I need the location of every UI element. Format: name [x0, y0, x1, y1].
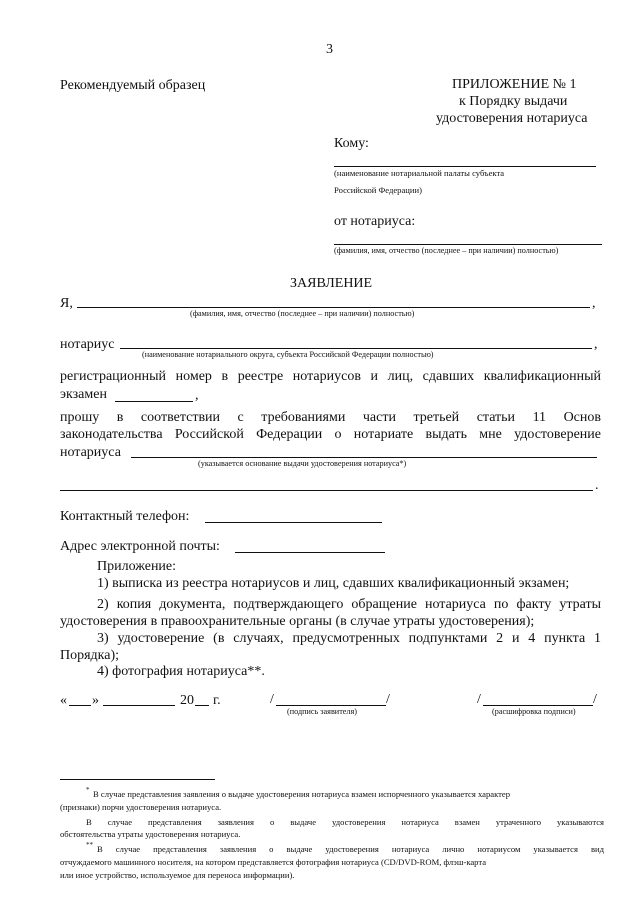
decoding-slash-right: / [593, 692, 597, 707]
to-hint-1: (наименование нотариальной палаты субъекта [334, 168, 505, 178]
footnote-1-line-2: (признаки) порчи удостоверения нотариуса. [60, 802, 222, 812]
footnote-2-line-1: В случае представления заявления о выдаче удостоверения нотариуса лично нотариусом указывается вид [97, 844, 604, 854]
date-year-field[interactable] [195, 705, 209, 706]
signature-hint: (подпись заявителя) [287, 707, 357, 716]
appendix-title: ПРИЛОЖЕНИЕ № 1 [452, 77, 577, 92]
footnote-1b-line-1: В случае представления заявления о выдаче удостоверения нотариуса взамен утраченного указываются [86, 817, 604, 827]
applicant-name-field[interactable] [77, 307, 590, 308]
comma: , [195, 388, 199, 403]
registration-text-line-2: экзамен [60, 387, 107, 402]
footnote-2-mark: ** [86, 841, 93, 849]
attachments-heading: Приложение: [97, 559, 177, 574]
date-day-field[interactable] [69, 705, 91, 706]
i-label: Я, [60, 296, 73, 311]
date-quote-open: « [60, 693, 67, 708]
decoding-hint: (расшифровка подписи) [492, 707, 576, 716]
footnote-separator [60, 779, 215, 780]
to-hint-2: Российской Федерации) [334, 185, 422, 195]
footnote-1-line-1: В случае представления заявления о выдаче удостоверения нотариуса взамен испорченного указывается характер [93, 789, 511, 799]
document-title: ЗАЯВЛЕНИЕ [290, 276, 373, 291]
signature-field[interactable] [276, 705, 386, 706]
period: . [595, 478, 599, 493]
attachment-item-4: 4) фотография нотариуса**. [97, 664, 265, 679]
page-number: 3 [326, 42, 333, 57]
appendix-subtitle-2: удостоверения нотариуса [436, 111, 588, 126]
email-field[interactable] [235, 552, 385, 553]
request-text-line-2: законодательства Российской Федерации о нотариате выдать мне удостоверение [60, 427, 601, 442]
footnote-1b-line-2: обстоятельства утраты удостоверения нотариуса. [60, 829, 241, 839]
notary-district-hint: (наименование нотариального округа, субъекта Российской Федерации полностью) [142, 350, 434, 359]
from-label: от нотариуса: [334, 214, 416, 229]
request-text-line-3: нотариуса [60, 445, 121, 460]
footnote-2-line-3: или иное устройство, используемое для переноса информации). [60, 870, 295, 880]
date-year-prefix: 20 [180, 693, 194, 708]
footnote-1-mark: * [86, 786, 90, 794]
applicant-name-hint: (фамилия, имя, отчество (последнее – при наличии) полностью) [190, 309, 415, 318]
basis-field[interactable] [131, 457, 597, 458]
date-quote-close: » [92, 693, 99, 708]
attachment-item-2-line-2: удостоверения в правоохранительные органы (в случае утраты удостоверения); [60, 614, 535, 629]
signature-slash-right: / [386, 692, 390, 707]
attachment-item-3-line-2: Порядка); [60, 648, 120, 663]
registration-text-line-1: регистрационный номер в реестре нотариусов и лиц, сдавших квалификационный [60, 369, 601, 384]
attachment-item-3-line-1: 3) удостоверение (в случаях, предусмотренных подпунктами 2 и 4 пункта 1 [97, 631, 601, 646]
from-field[interactable] [334, 244, 602, 245]
comma: , [592, 296, 596, 311]
to-label: Кому: [334, 136, 369, 151]
attachment-item-1: 1) выписка из реестра нотариусов и лиц, сдавших квалификационный экзамен; [97, 576, 570, 591]
phone-field[interactable] [205, 522, 382, 523]
registration-number-field[interactable] [115, 401, 193, 402]
from-hint: (фамилия, имя, отчество (последнее – при наличии) полностью) [334, 246, 559, 255]
phone-label: Контактный телефон: [60, 509, 190, 524]
to-field[interactable] [334, 166, 596, 167]
attachment-item-2-line-1: 2) копия документа, подтверждающего обращение нотариуса по факту утраты [97, 597, 601, 612]
date-year-suffix: г. [213, 693, 221, 708]
footnote-2-line-2: отчуждаемого машинного носителя, на котором представляется фотография нотариуса (CD/DVD-ROM, флэш-карта [60, 857, 487, 867]
email-label: Адрес электронной почты: [60, 539, 220, 554]
appendix-subtitle-1: к Порядку выдачи [459, 94, 568, 109]
basis-hint: (указывается основание выдачи удостоверения нотариуса*) [198, 459, 407, 468]
sample-label: Рекомендуемый образец [60, 78, 206, 93]
decoding-slash-left: / [477, 692, 481, 707]
date-month-field[interactable] [103, 705, 175, 706]
request-text-line-1: прошу в соответствии с требованиями части третьей статьи 11 Основ [60, 410, 601, 425]
comma: , [594, 337, 598, 352]
notary-label: нотариус [60, 337, 115, 352]
notary-district-field[interactable] [120, 348, 592, 349]
decoding-field[interactable] [483, 705, 593, 706]
signature-slash-left: / [270, 692, 274, 707]
basis-field-continued[interactable] [60, 490, 593, 491]
